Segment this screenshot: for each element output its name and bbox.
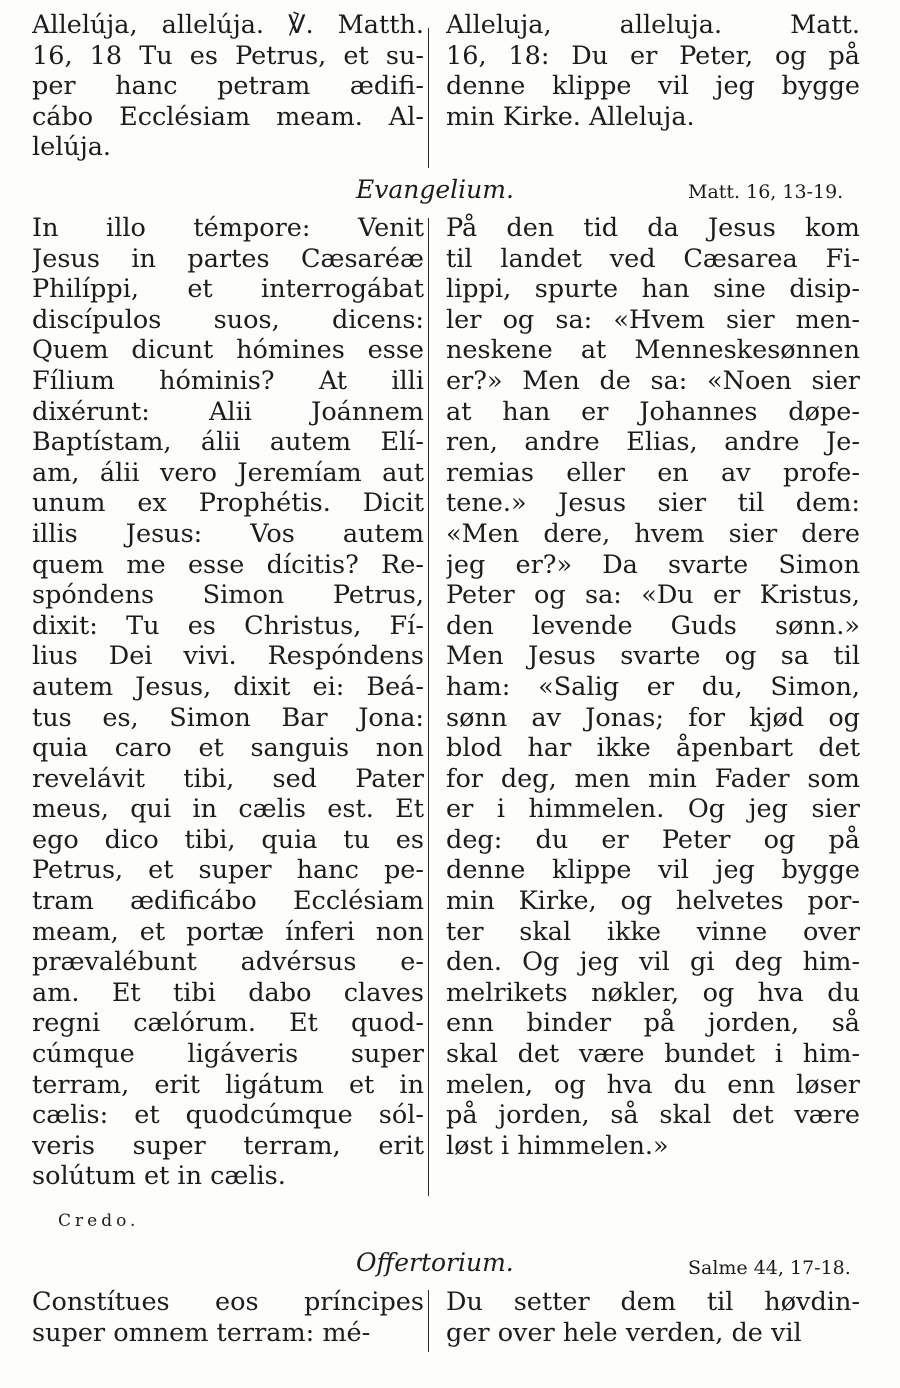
text-line: På den tid da Jesus kom <box>446 213 860 243</box>
text-line: Alleluja, alleluja. Matt. <box>446 10 860 40</box>
text-line: Du setter dem til høvdin- <box>446 1287 860 1317</box>
text-line: løst i himmelen.» <box>446 1130 669 1161</box>
text-line: skal det være bundet i him- <box>446 1039 860 1070</box>
text-line: am, álii vero Jeremíam aut <box>32 457 424 488</box>
text-line: er?» Men de sa: «Noen sier <box>446 365 860 396</box>
text-line: Jesus in partes Cæsaréæ <box>32 243 424 274</box>
text-line: Peter og sa: «Du er Kristus, <box>446 580 860 611</box>
text-line: cúmque ligáveris super <box>32 1039 424 1070</box>
text-line: Allelúja, allelúja. ℣. Matth. <box>32 10 424 40</box>
text-line: veris super terram, erit <box>32 1130 424 1161</box>
text-line: lelúja. <box>32 132 112 163</box>
text-line: til landet ved Cæsarea Fi- <box>446 243 860 274</box>
text-line: remias eller en av profe- <box>446 457 860 488</box>
text-line: på jorden, så skal det være <box>446 1100 860 1131</box>
text-line: ler og sa: «Hvem sier men- <box>446 304 860 335</box>
alleluia-norwegian-column <box>446 10 860 132</box>
offertorium-heading: Offertorium. <box>356 1248 514 1277</box>
column-divider-evangelium <box>428 218 429 1196</box>
text-line: solútum et in cælis. <box>32 1161 286 1192</box>
evangelium-reference: Matt. 16, 13-19. <box>688 181 844 203</box>
text-line: blod har ikke åpenbart det <box>446 733 860 764</box>
text-line: for deg, men min Fader som <box>446 763 860 794</box>
text-line: spóndens Simon Petrus, <box>32 580 424 611</box>
text-line: den levende Guds sønn.» <box>446 610 860 641</box>
text-line: sønn av Jonas; for kjød og <box>446 702 860 733</box>
evangelium-heading: Evangelium. <box>356 175 514 204</box>
text-line: denne klippe vil jeg bygge <box>446 71 860 102</box>
text-line: Philíppi, et interrogábat <box>32 274 424 305</box>
credo-label: Credo. <box>58 1211 140 1231</box>
column-divider-alleluia <box>428 28 429 168</box>
text-line: discípulos suos, dicens: <box>32 304 424 335</box>
text-line: Men Jesus svarte og sa til <box>446 641 860 672</box>
text-line: ter skal ikke vinne over <box>446 916 860 947</box>
text-line: 16, 18: Du er Peter, og på <box>446 40 860 71</box>
text-line: revelávit tibi, sed Pater <box>32 763 424 794</box>
text-line: min Kirke. Alleluja. <box>446 101 695 132</box>
text-line: per hanc petram ædifi- <box>32 71 424 102</box>
text-line: dixérunt: Alii Joánnem <box>32 396 424 427</box>
text-line: dixit: Tu es Christus, Fí- <box>32 610 424 641</box>
text-line: meam, et portæ ínferi non <box>32 916 424 947</box>
text-line: quem me esse dícitis? Re- <box>32 549 424 580</box>
text-line: den. Og jeg vil gi deg him- <box>446 947 860 978</box>
text-line: lippi, spurte han sine disip- <box>446 274 860 305</box>
text-line: ren, andre Elias, andre Je- <box>446 427 860 458</box>
offertorium-latin-column <box>32 1287 424 1348</box>
text-line: Constítues eos príncipes <box>32 1287 424 1317</box>
text-line: terram, erit ligátum et in <box>32 1069 424 1100</box>
text-line: cábo Ecclésiam meam. Al- <box>32 101 424 132</box>
text-line: tus es, Simon Bar Jona: <box>32 702 424 733</box>
text-line: er i himmelen. Og jeg sier <box>446 794 860 825</box>
text-line: «Men dere, hvem sier dere <box>446 518 860 549</box>
evangelium-latin-column <box>32 213 424 1192</box>
text-line: meus, qui in cælis est. Et <box>32 794 424 825</box>
text-line: regni cælórum. Et quod- <box>32 1008 424 1039</box>
text-line: tene.» Jesus sier til dem: <box>446 488 860 519</box>
offertorium-norwegian-column <box>446 1287 860 1348</box>
text-line: Petrus, et super hanc pe- <box>32 855 424 886</box>
text-line: Baptístam, álii autem Elí- <box>32 427 424 458</box>
text-line: ger over hele verden, de vil <box>446 1317 802 1348</box>
alleluia-latin-column <box>32 10 424 163</box>
text-line: Quem dicunt hómines esse <box>32 335 424 366</box>
text-line: tram ædificábo Ecclésiam <box>32 886 424 917</box>
text-line: ham: «Salig er du, Simon, <box>446 671 860 702</box>
text-line: super omnem terram: mé- <box>32 1317 371 1348</box>
text-line: quia caro et sanguis non <box>32 733 424 764</box>
text-line: cælis: et quodcúmque sól- <box>32 1100 424 1131</box>
evangelium-norwegian-column <box>446 213 860 1161</box>
text-line: In illo témpore: Venit <box>32 213 424 243</box>
text-line: prævalébunt advérsus e- <box>32 947 424 978</box>
text-line: jeg er?» Da svarte Simon <box>446 549 860 580</box>
text-line: enn binder på jorden, så <box>446 1008 860 1039</box>
text-line: illis Jesus: Vos autem <box>32 518 424 549</box>
text-line: deg: du er Peter og på <box>446 824 860 855</box>
text-line: autem Jesus, dixit ei: Beá- <box>32 671 424 702</box>
text-line: melrikets nøkler, og hva du <box>446 977 860 1008</box>
text-line: unum ex Prophétis. Dicit <box>32 488 424 519</box>
text-line: min Kirke, og helvetes por- <box>446 886 860 917</box>
text-line: at han er Johannes døpe- <box>446 396 860 427</box>
text-line: lius Dei vivi. Respóndens <box>32 641 424 672</box>
offertorium-reference: Salme 44, 17-18. <box>688 1257 851 1279</box>
text-line: am. Et tibi dabo claves <box>32 977 424 1008</box>
text-line: denne klippe vil jeg bygge <box>446 855 860 886</box>
text-line: melen, og hva du enn løser <box>446 1069 860 1100</box>
text-line: neskene at Menneskesønnen <box>446 335 860 366</box>
column-divider-offertorium <box>428 1290 429 1352</box>
text-line: ego dico tibi, quia tu es <box>32 824 424 855</box>
text-line: 16, 18 Tu es Petrus, et su- <box>32 40 424 71</box>
text-line: Fílium hóminis? At illi <box>32 365 424 396</box>
